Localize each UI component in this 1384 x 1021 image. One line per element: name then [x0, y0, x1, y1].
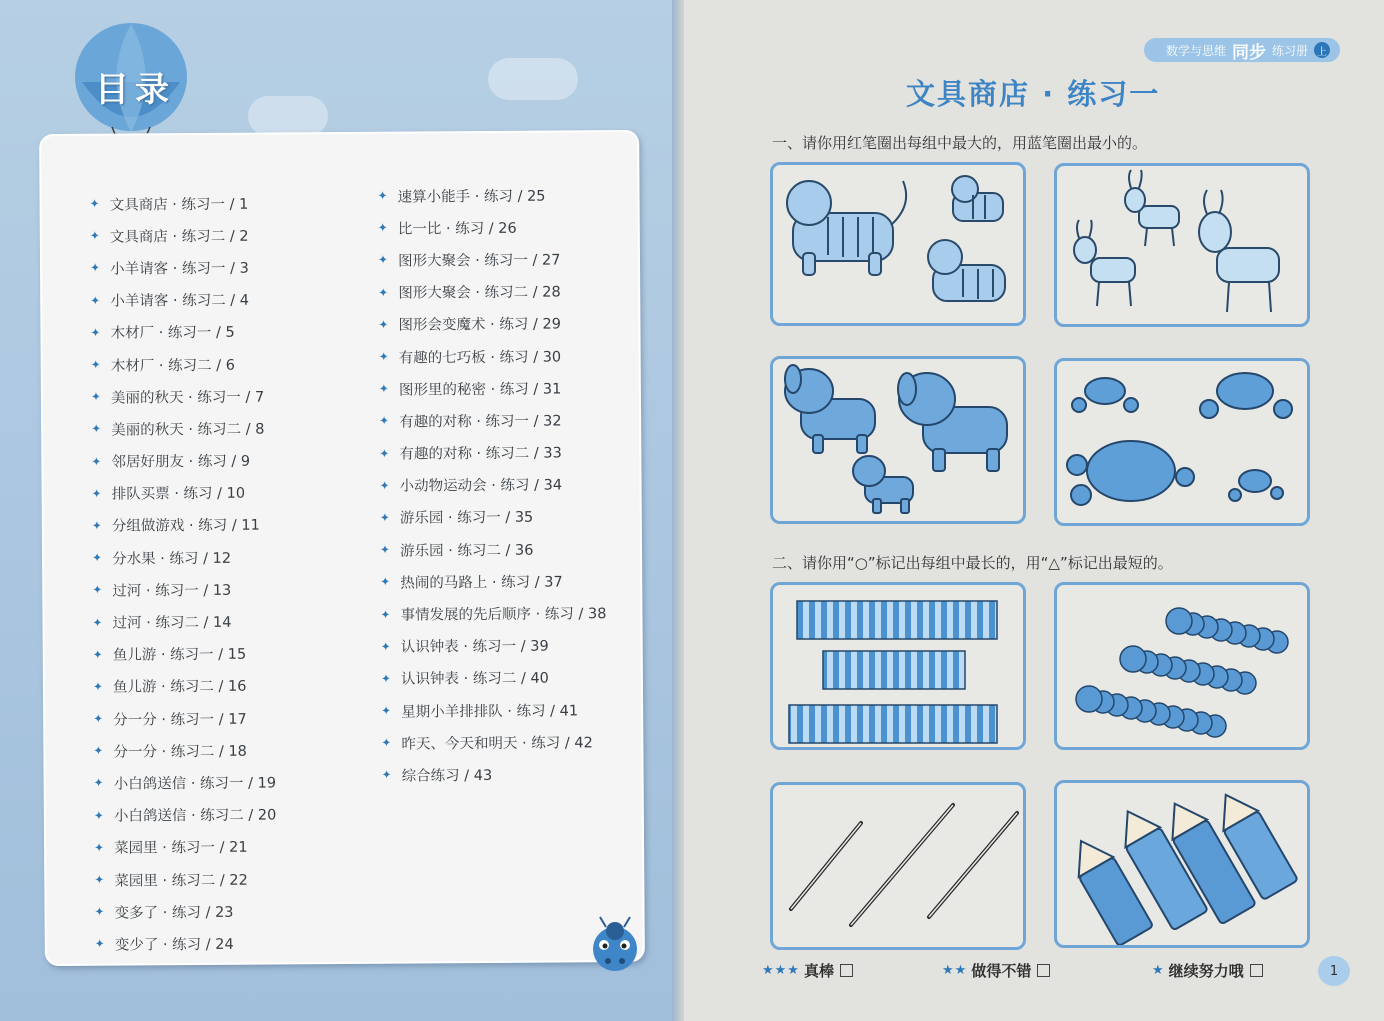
- cloud-decoration: [248, 96, 328, 136]
- toc-item-label: 鱼儿游 · 练习二 / 16: [112, 679, 247, 697]
- star-bullet-icon: ✦: [93, 743, 104, 759]
- star-bullet-icon: ✦: [93, 808, 104, 823]
- star-bullet-icon: ✦: [93, 776, 104, 791]
- question-2: 二、请你用“○”标记出每组中最长的，用“△”标记出最短的。: [772, 554, 1173, 572]
- toc-item[interactable]: [92, 476, 275, 509]
- scarf-illustration: [773, 585, 1026, 750]
- toc-item[interactable]: [380, 500, 606, 534]
- toc-item[interactable]: [90, 315, 273, 348]
- toc-item-label: 游乐园 · 练习一 / 35: [399, 510, 534, 528]
- toc-item[interactable]: [92, 508, 275, 541]
- toc-item-label: 鱼儿游 · 练习一 / 15: [112, 646, 247, 664]
- star-bullet-icon: ✦: [378, 285, 389, 300]
- toc-item[interactable]: [90, 283, 273, 316]
- toc-item[interactable]: [94, 798, 277, 831]
- toc-item[interactable]: [93, 669, 276, 702]
- toc-item-label: 游乐园 · 练习二 / 36: [400, 542, 534, 560]
- star-bullet-icon: ✦: [378, 381, 390, 396]
- goat-illustration: [1057, 166, 1310, 327]
- tiger-group-box: [770, 162, 1026, 326]
- crab-illustration: [1057, 361, 1310, 526]
- toc-item[interactable]: [378, 210, 604, 244]
- toc-item-label: 菜园里 · 练习一 / 21: [114, 840, 248, 857]
- rating-label: 做得不错: [971, 962, 1032, 980]
- scarf-group-box: [770, 582, 1026, 750]
- toc-item[interactable]: [381, 661, 607, 695]
- toc-item-label: 木材厂 · 练习二 / 6: [110, 357, 235, 375]
- star-bullet-icon: ✦: [91, 518, 102, 533]
- toc-item[interactable]: [381, 629, 607, 663]
- stick-group-box: [770, 782, 1026, 950]
- toc-item-label: 认识钟表 · 练习二 / 40: [400, 670, 549, 688]
- toc-item-label: 事情发展的先后顺序 · 练习 / 38: [400, 606, 607, 624]
- toc-item[interactable]: [379, 339, 605, 373]
- star-bullet-icon: ✦: [377, 220, 388, 236]
- star-bullet-icon: ✦: [377, 188, 388, 203]
- toc-item[interactable]: [379, 436, 605, 470]
- star-bullet-icon: ✦: [379, 446, 390, 461]
- star-bullet-icon: ✦: [377, 253, 389, 268]
- question-1: 一、请你用红笔圈出每组中最大的，用蓝笔圈出最小的。: [772, 134, 1148, 152]
- star-bullet-icon: ✦: [92, 647, 103, 662]
- rating-stars: ★★★: [762, 963, 800, 978]
- star-bullet-icon: ✦: [91, 422, 102, 437]
- toc-item[interactable]: [378, 307, 604, 341]
- star-bullet-icon: ✦: [381, 735, 392, 751]
- toc-item-label: 小动物运动会 · 练习 / 34: [399, 477, 563, 495]
- volume-badge: 上: [1314, 42, 1330, 58]
- toc-item-label: 图形里的秘密 · 练习 / 31: [398, 381, 562, 399]
- toc-item[interactable]: [378, 243, 604, 277]
- star-bullet-icon: ✦: [94, 840, 105, 855]
- toc-item[interactable]: [95, 927, 278, 960]
- star-bullet-icon: ✦: [89, 261, 101, 276]
- toc-item-label: 热闹的马路上 · 练习 / 37: [400, 574, 563, 592]
- series-badge: [1144, 38, 1340, 62]
- dog-illustration: [773, 359, 1026, 524]
- toc-item-label: 排队买票 · 练习 / 10: [111, 485, 246, 503]
- toc-title: 目录: [95, 70, 175, 110]
- ladybug-icon: [588, 915, 642, 973]
- toc-item[interactable]: [92, 541, 275, 574]
- toc-item-label: 图形大聚会 · 练习二 / 28: [398, 284, 561, 302]
- pencil-illustration: [1057, 783, 1310, 948]
- star-bullet-icon: ✦: [378, 317, 389, 332]
- toc-column-2: [377, 178, 607, 791]
- toc-item[interactable]: [94, 766, 277, 799]
- cloud-decoration: [488, 58, 578, 100]
- star-bullet-icon: ✦: [379, 414, 390, 429]
- toc-item[interactable]: [380, 532, 606, 566]
- toc-item[interactable]: [377, 178, 603, 212]
- toc-item-label: 美丽的秋天 · 练习一 / 7: [110, 389, 265, 407]
- star-bullet-icon: ✦: [90, 357, 101, 372]
- rating-good[interactable]: [942, 960, 1050, 981]
- star-bullet-icon: ✦: [91, 486, 102, 501]
- toc-item[interactable]: [378, 275, 604, 309]
- rating-label: 真棒: [803, 962, 834, 980]
- star-bullet-icon: ✦: [378, 349, 389, 364]
- toc-item-label: 认识钟表 · 练习一 / 39: [400, 638, 549, 656]
- caterpillar-group-box: [1054, 582, 1310, 750]
- toc-item[interactable]: [91, 412, 274, 445]
- dog-group-box: [770, 356, 1026, 524]
- toc-item[interactable]: [94, 862, 277, 895]
- star-bullet-icon: ✦: [380, 639, 391, 654]
- toc-item[interactable]: [379, 403, 605, 437]
- toc-item-label: 邻居好朋友 · 练习 / 9: [111, 453, 251, 471]
- toc-item[interactable]: [91, 347, 274, 380]
- tiger-illustration: [773, 165, 1026, 326]
- goat-group-box: [1054, 163, 1310, 327]
- rating-stars: ★★: [942, 963, 968, 978]
- toc-item-label: 木材厂 · 练习一 / 5: [110, 325, 235, 342]
- toc-item[interactable]: [93, 637, 276, 670]
- star-bullet-icon: ✦: [94, 904, 105, 919]
- toc-item-label: 美丽的秋天 · 练习二 / 8: [111, 421, 265, 439]
- toc-item[interactable]: [93, 734, 276, 767]
- toc-column-1: [89, 186, 277, 960]
- toc-item-label: 分组做游戏 · 练习 / 11: [111, 518, 260, 536]
- toc-item-label: 小羊请客 · 练习二 / 4: [110, 292, 250, 310]
- star-bullet-icon: ✦: [92, 615, 103, 630]
- star-bullet-icon: ✦: [92, 550, 103, 565]
- star-bullet-icon: ✦: [381, 703, 392, 718]
- toc-item[interactable]: [93, 701, 276, 734]
- series-big: 同步: [1232, 42, 1267, 63]
- rating-keep-trying[interactable]: [1152, 960, 1263, 981]
- series-prefix: 数学与思维: [1166, 43, 1227, 58]
- toc-item-label: 变少了 · 练习 / 24: [114, 936, 234, 954]
- toc-item[interactable]: [380, 564, 606, 598]
- toc-item[interactable]: [380, 597, 606, 631]
- toc-item[interactable]: [379, 371, 605, 405]
- toc-item[interactable]: [91, 380, 274, 413]
- toc-item-label: 有趣的七巧板 · 练习 / 30: [398, 348, 562, 367]
- toc-item-label: 文具商店 · 练习一 / 1: [109, 196, 249, 214]
- toc-item-label: 有趣的对称 · 练习二 / 33: [399, 445, 562, 463]
- rating-checkbox[interactable]: [1250, 964, 1263, 977]
- star-bullet-icon: ✦: [380, 671, 392, 686]
- rating-checkbox[interactable]: [840, 964, 853, 977]
- star-bullet-icon: ✦: [379, 542, 391, 557]
- toc-item[interactable]: [91, 444, 274, 477]
- toc-item-label: 星期小羊排排队 · 练习 / 41: [401, 702, 579, 721]
- toc-item-label: 图形会变魔术 · 练习 / 29: [398, 316, 561, 334]
- toc-item-label: 综合练习 / 43: [401, 767, 493, 785]
- star-bullet-icon: ✦: [89, 196, 100, 211]
- page-title: 文具商店 · 练习一: [906, 77, 1161, 111]
- series-suffix: 练习册: [1272, 43, 1309, 58]
- toc-item[interactable]: [379, 468, 605, 502]
- star-bullet-icon: ✦: [91, 454, 102, 469]
- star-bullet-icon: ✦: [90, 325, 101, 340]
- rating-checkbox[interactable]: [1037, 964, 1050, 977]
- rating-great[interactable]: [762, 960, 853, 981]
- stick-illustration: [773, 785, 1026, 950]
- star-bullet-icon: ✦: [380, 575, 391, 590]
- toc-item[interactable]: [89, 186, 272, 219]
- toc-sheet: [39, 130, 645, 966]
- toc-item[interactable]: [92, 573, 275, 606]
- toc-item-label: 小白鸽送信 · 练习二 / 20: [113, 807, 277, 825]
- toc-item-label: 菜园里 · 练习二 / 22: [114, 872, 248, 890]
- star-bullet-icon: ✦: [92, 583, 103, 598]
- page-number: 1: [1318, 956, 1350, 986]
- toc-item-label: 比一比 · 练习 / 26: [397, 220, 517, 238]
- toc-item[interactable]: [381, 693, 607, 727]
- toc-item[interactable]: [90, 219, 273, 252]
- toc-item-label: 图形大聚会 · 练习一 / 27: [398, 252, 561, 270]
- toc-item[interactable]: [92, 605, 275, 638]
- star-bullet-icon: ✦: [92, 679, 104, 694]
- star-bullet-icon: ✦: [94, 937, 105, 952]
- exercise-page: [684, 0, 1384, 1021]
- toc-item-label: 文具商店 · 练习二 / 2: [109, 228, 249, 246]
- toc-item[interactable]: [94, 830, 277, 863]
- toc-item-label: 有趣的对称 · 练习一 / 32: [399, 413, 562, 431]
- star-bullet-icon: ✦: [94, 872, 105, 887]
- toc-item-label: 过河 · 练习一 / 13: [112, 582, 232, 600]
- toc-item-label: 小羊请客 · 练习一 / 3: [110, 260, 249, 278]
- toc-item[interactable]: [90, 251, 273, 284]
- star-bullet-icon: ✦: [380, 607, 391, 622]
- star-bullet-icon: ✦: [93, 711, 104, 726]
- star-bullet-icon: ✦: [381, 768, 392, 783]
- star-bullet-icon: ✦: [89, 228, 100, 244]
- toc-item-label: 速算小能手 · 练习 / 25: [397, 188, 546, 206]
- toc-item-label: 过河 · 练习二 / 14: [112, 614, 232, 632]
- star-bullet-icon: ✦: [379, 478, 390, 493]
- toc-item[interactable]: [94, 895, 277, 928]
- crab-group-box: [1054, 358, 1310, 526]
- rating-label: 继续努力哦: [1168, 962, 1244, 980]
- toc-item[interactable]: [381, 758, 607, 792]
- rating-stars: ★: [1152, 963, 1165, 978]
- star-bullet-icon: ✦: [90, 389, 102, 404]
- toc-item-label: 分一分 · 练习二 / 18: [113, 743, 247, 761]
- toc-item-label: 昨天、今天和明天 · 练习 / 42: [401, 735, 593, 753]
- caterpillar-illustration: [1057, 585, 1310, 750]
- star-bullet-icon: ✦: [379, 510, 390, 525]
- toc-item-label: 分水果 · 练习 / 12: [112, 550, 232, 568]
- pencil-group-box: [1054, 780, 1310, 948]
- toc-item-label: 小白鸽送信 · 练习一 / 19: [113, 775, 277, 793]
- toc-item[interactable]: [381, 725, 607, 759]
- star-bullet-icon: ✦: [90, 293, 101, 308]
- toc-item-label: 变多了 · 练习 / 23: [114, 904, 234, 922]
- toc-item-label: 分一分 · 练习一 / 17: [113, 711, 247, 729]
- toc-page: [0, 0, 682, 1021]
